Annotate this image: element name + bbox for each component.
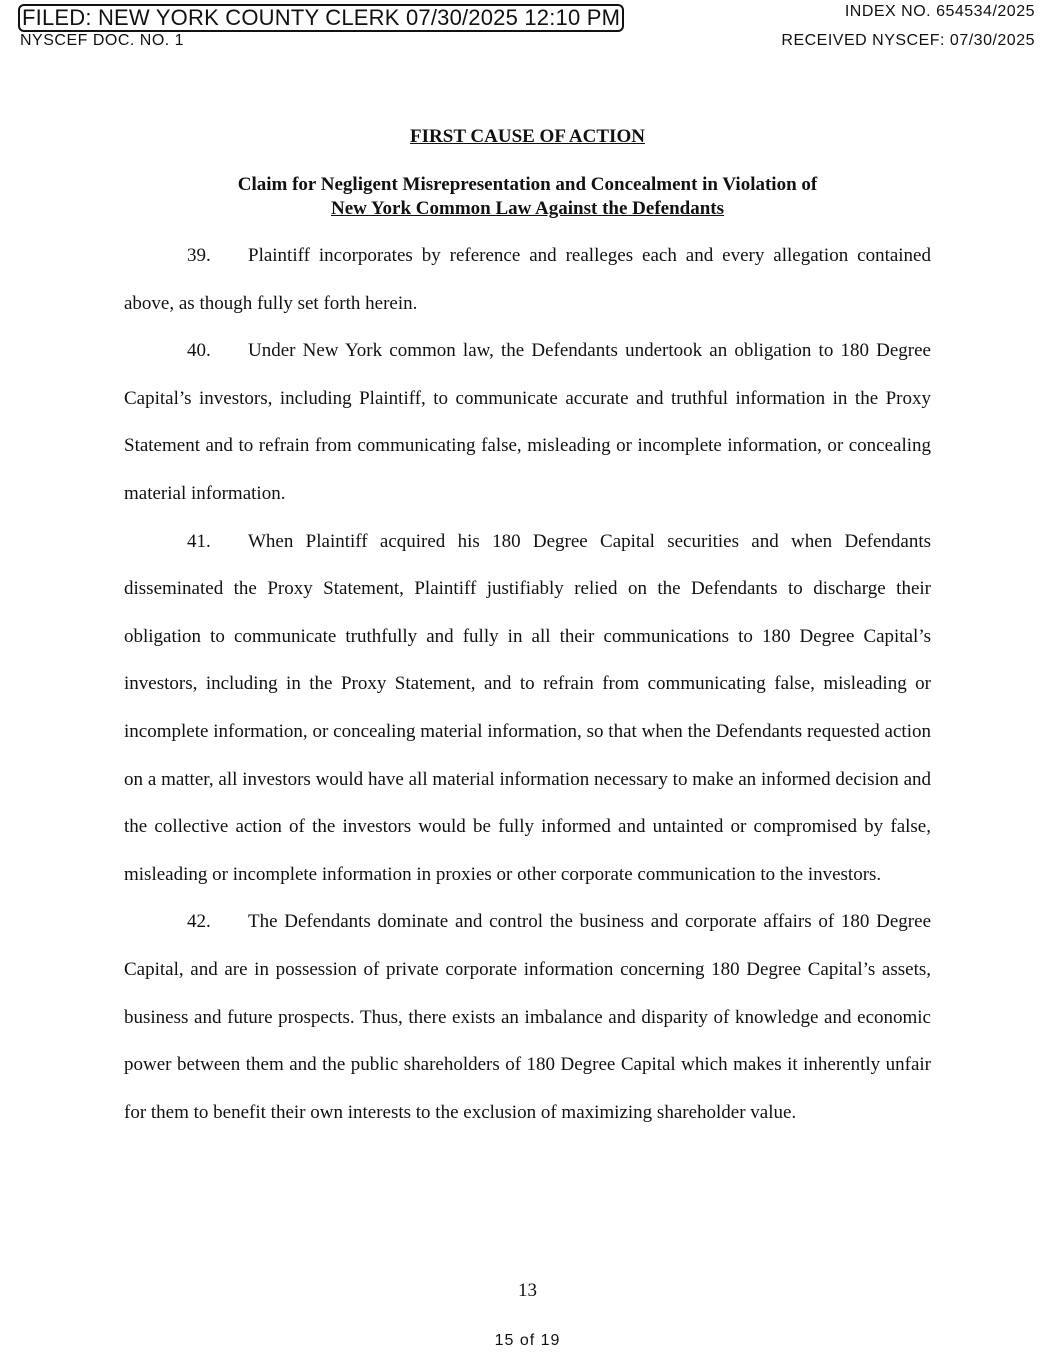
paragraph-number: 40. bbox=[187, 340, 211, 362]
paragraph-text: Plaintiff incorporates by reference and realleges each and every allegation contained above, as though fully set forth herein. bbox=[124, 245, 931, 314]
filed-stamp: FILED: NEW YORK COUNTY CLERK 07/30/2025 12:10 PM bbox=[18, 4, 624, 32]
paragraph-39 bbox=[124, 232, 931, 327]
body-text bbox=[124, 232, 931, 1136]
claim-heading-line1: Claim for Negligent Misrepresentation and Concealment in Violation of bbox=[237, 174, 818, 195]
paragraph-40 bbox=[124, 327, 931, 517]
paragraph-number: 41. bbox=[187, 530, 211, 552]
paragraph-number: 42. bbox=[187, 911, 211, 933]
claim-heading-line2-text: New York Common Law Against the Defendants bbox=[330, 198, 725, 219]
document-number: NYSCEF DOC. NO. 1 bbox=[20, 32, 185, 49]
received-date: RECEIVED NYSCEF: 07/30/2025 bbox=[781, 32, 1035, 49]
paragraph-number: 39. bbox=[187, 245, 211, 266]
paragraph-41 bbox=[124, 518, 931, 899]
section-title bbox=[0, 125, 1055, 149]
page-count: 15 of 19 bbox=[494, 1332, 561, 1349]
paragraph-text: Under New York common law, the Defendants undertook an obligation to 180 Degree Capital’s investors, including Plaintiff, to communicate accurate and truthful information in the Proxy Statement and to refrain from communicating false, misleading or incomplete information, or concealing material information. bbox=[124, 340, 931, 504]
page-number: 13 bbox=[518, 1280, 537, 1301]
claim-heading-line2 bbox=[0, 197, 1055, 221]
paragraph-text: When Plaintiff acquired his 180 Degree Capital securities and when Defendants disseminated the Proxy Statement, Plaintiff justifiably relied on the Defendants to discharge their obligation to communicate truthfully and fully in all their communications to 180 Degree Capital’s investors, including in the Proxy Statement, and to refrain from communicating false, misleading or incomplete information, or concealing material information, so that when the Defendants requested action on a matter, all investors would have all material information necessary to make an informed decision and the collective action of the investors would be fully informed and untainted or compromised by false, misleading or incomplete information in proxies or other corporate communication to the investors. bbox=[124, 530, 931, 885]
section-title-text: FIRST CAUSE OF ACTION bbox=[410, 126, 645, 147]
paragraph-text: The Defendants dominate and control the business and corporate affairs of 180 Degree Capital, and are in possession of private corporate information concerning 180 Degree Capital’s assets, business and future prospects. Thus, there exists an imbalance and disparity of knowledge and economic power between them and the public shareholders of 180 Degree Capital which makes it inherently unfair for them to benefit their own interests to the exclusion of maximizing shareholder value. bbox=[124, 911, 931, 1123]
index-number: INDEX NO. 654534/2025 bbox=[844, 3, 1035, 20]
paragraph-42 bbox=[124, 898, 931, 1136]
